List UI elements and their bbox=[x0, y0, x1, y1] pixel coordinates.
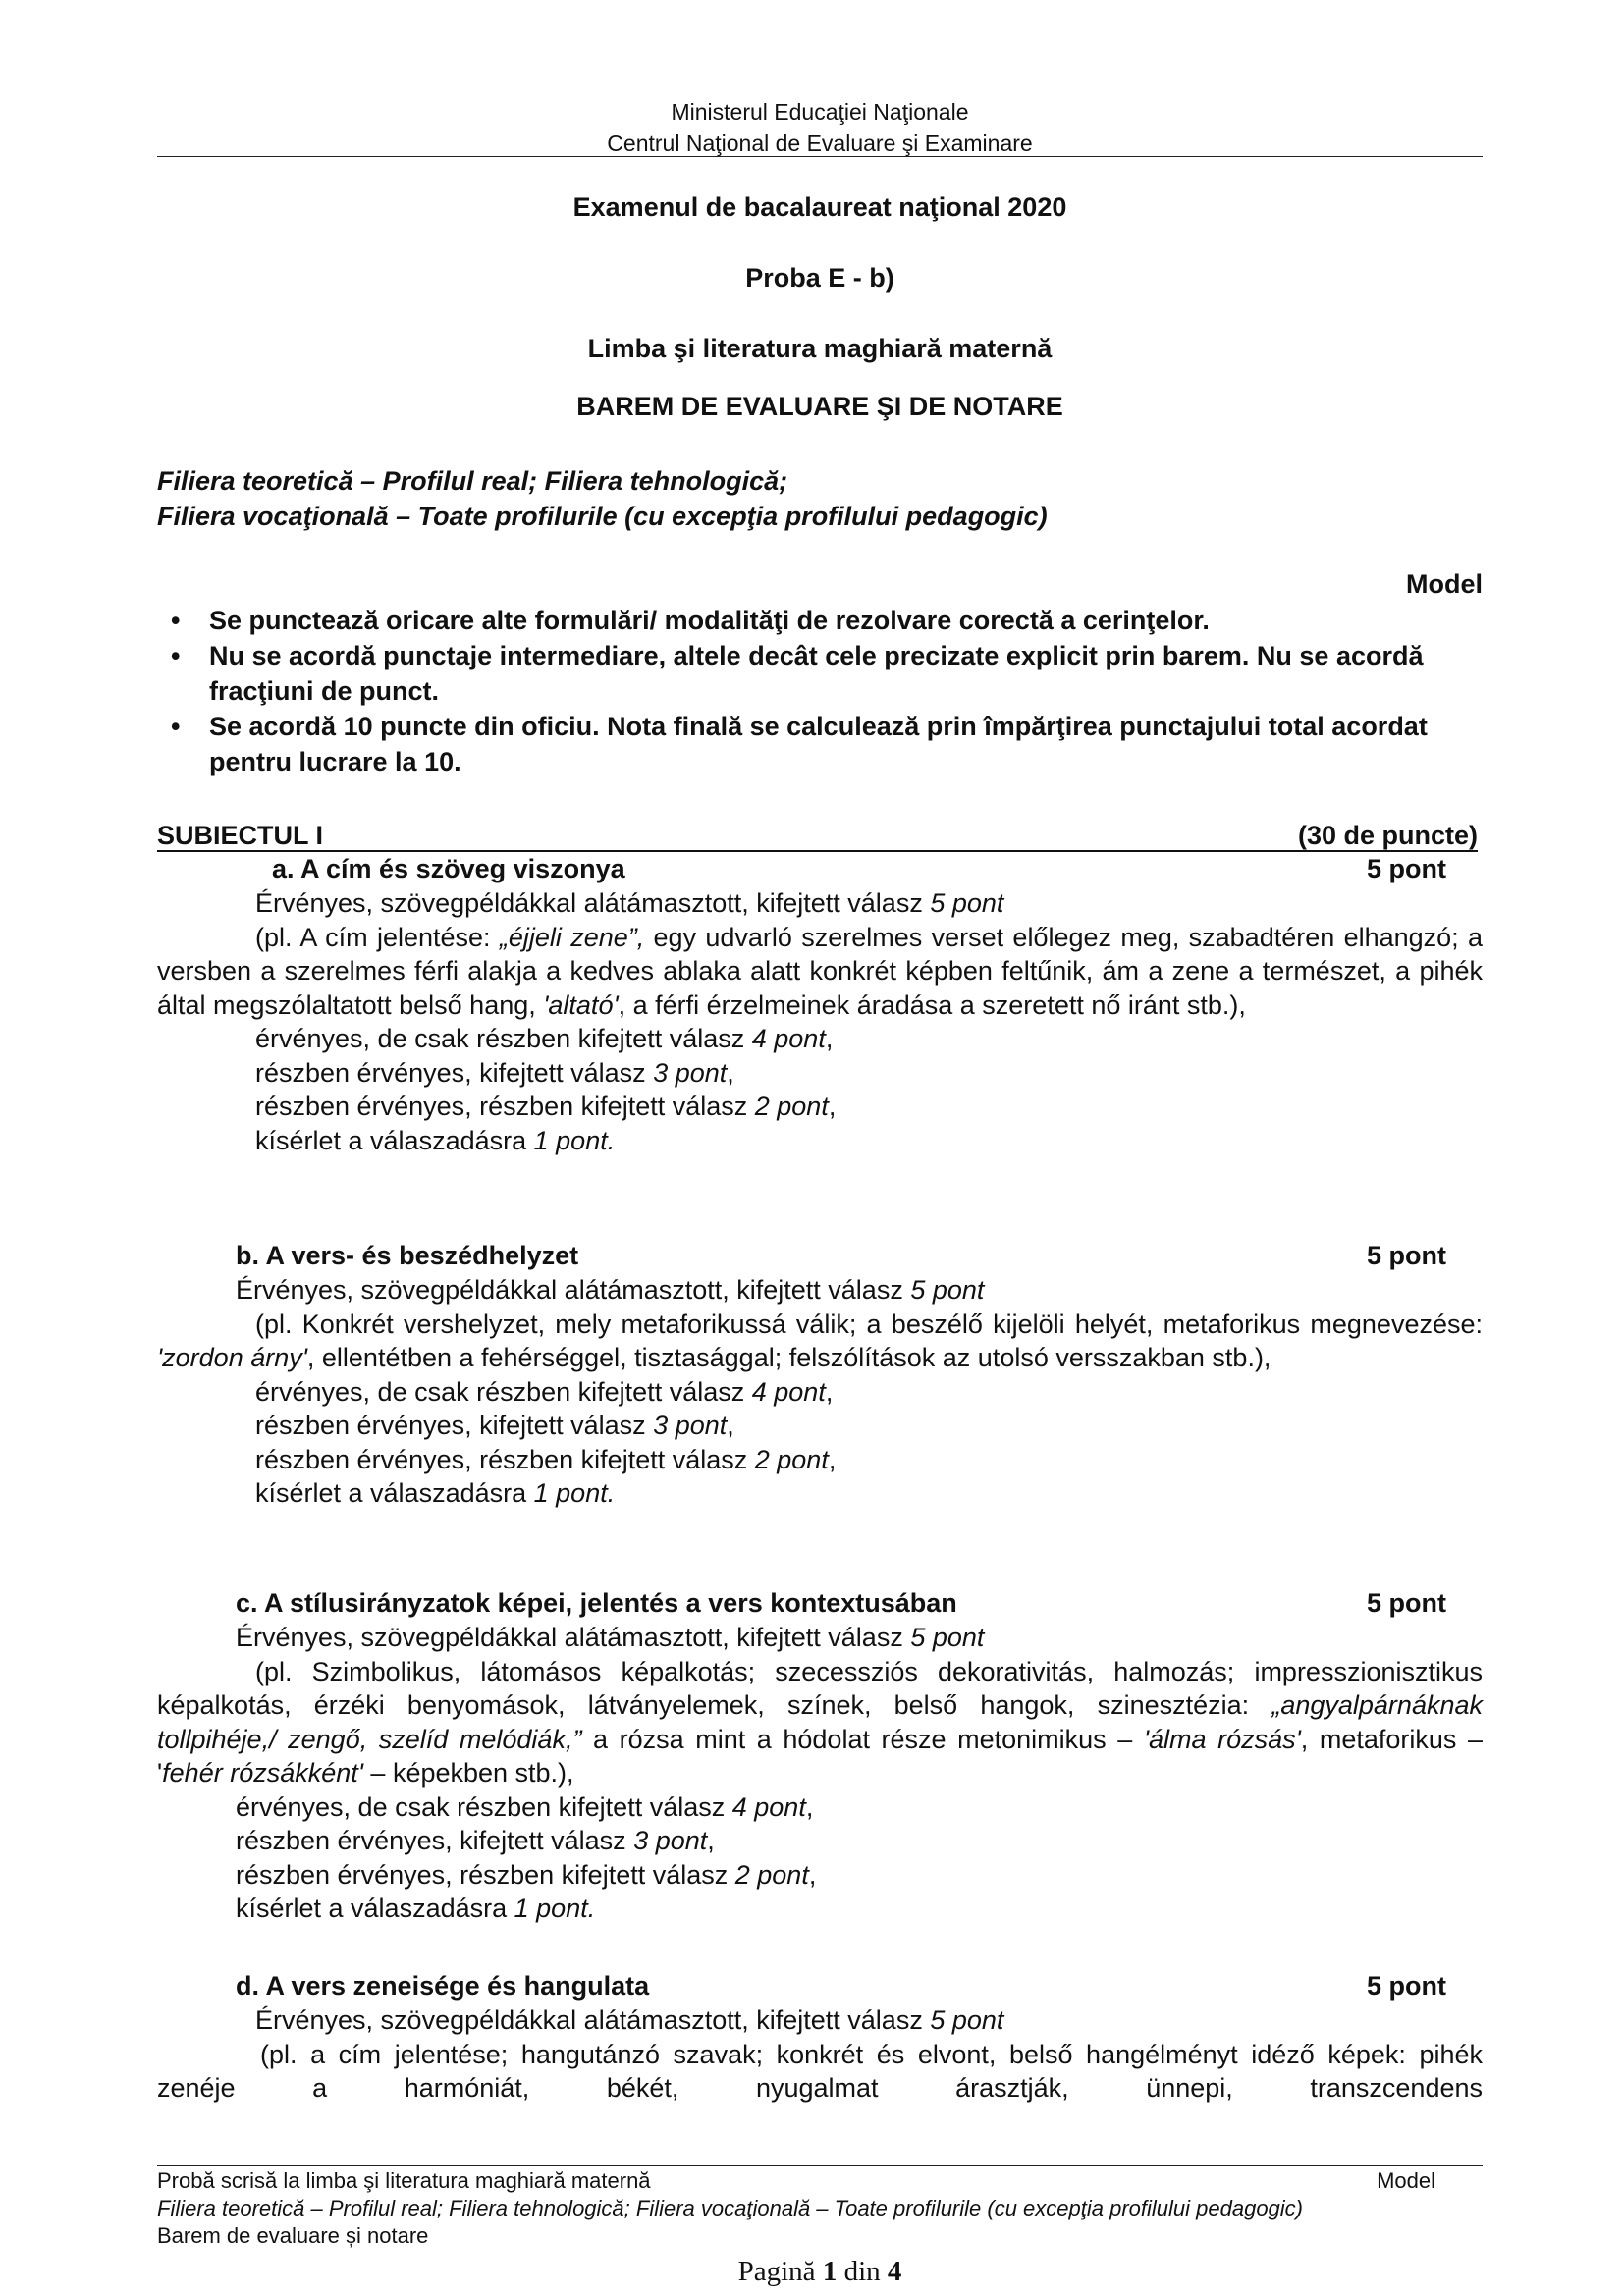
valid-answer-line: Érvényes, szövegpéldákkal alátámasztott, kifejtett válasz 5 pont bbox=[255, 2005, 1004, 2035]
page-footer bbox=[157, 2167, 1483, 2250]
grade-4: érvényes, de csak részben kifejtett válasz 4 pont, bbox=[236, 1791, 814, 1822]
ministry-name: Ministerul Educaţiei Naţionale bbox=[671, 99, 969, 125]
grade-4: érvényes, de csak részben kifejtett válasz 4 pont, bbox=[255, 1024, 834, 1053]
barem-title: BAREM DE EVALUARE ŞI DE NOTARE bbox=[576, 392, 1063, 421]
section-points: 5 pont bbox=[1367, 1971, 1446, 2001]
section-title-text: b. A vers- és beszédhelyzet bbox=[236, 1241, 579, 1270]
section-b-title bbox=[157, 1239, 1483, 1273]
grade-4: érvényes, de csak részben kifejtett válasz 4 pont, bbox=[255, 1376, 834, 1407]
grade-3: részben érvényes, kifejtett válasz 3 pont, bbox=[236, 1826, 715, 1855]
rule-text: Nu se acordă punctaje intermediare, altele decât cele precizate explicit prin barem. Nu se acordă fracţiuni de punct. bbox=[209, 641, 1424, 706]
section-c-title bbox=[157, 1586, 1483, 1621]
center-name: Centrul Naţional de Evaluare şi Examinare bbox=[607, 131, 1033, 156]
section-title-text: a. A cím és szöveg viszonya bbox=[272, 854, 625, 883]
subject-points: (30 de puncte) bbox=[1297, 821, 1478, 850]
grading-list bbox=[157, 1790, 1483, 1926]
footer-model-label: Model bbox=[1377, 2168, 1435, 2193]
footer-exam-name: Probă scrisă la limba şi literatura maghiară maternă bbox=[157, 2168, 651, 2193]
example-paragraph: (pl. a cím jelentése; hangutánzó szavak; konkrét és elvont, belső hangélményt idéző képek: pihék zenéje a harmóniát, békét, nyugalmat árasztják, ünnepi, transzcendens bbox=[157, 2039, 1483, 2103]
example-paragraph: (pl. Szimbolikus, látomásos képalkotás; szecessziós dekorativitás, halmozás; impresszionisztikus képalkotás, érzéki benyomások, látványelemek, színek, belső hangok, szinesztézia: „angyalpárnáknak tollpihéje,/ zengő, szelíd melódiák,” a rózsa mint a hódolat része metonimikus – 'álma rózsás', metaforikus – 'fehér rózsákként' – képekben stb.), bbox=[157, 1656, 1483, 1788]
grading-list bbox=[157, 1375, 1483, 1511]
document-page bbox=[157, 0, 1483, 2296]
grade-3: részben érvényes, kifejtett válasz 3 pont, bbox=[255, 1057, 734, 1088]
general-rules-list bbox=[157, 603, 1483, 779]
rule-text: Se punctează oricare alte formulări/ modalităţi de rezolvare corectă a cerinţelor. bbox=[209, 606, 1210, 635]
section-d-title bbox=[157, 1969, 1483, 2003]
rule-item bbox=[157, 709, 1483, 779]
rule-item bbox=[157, 638, 1483, 709]
footer-divider bbox=[157, 2165, 1483, 2166]
rule-item bbox=[157, 603, 1483, 638]
footer-row-1 bbox=[157, 2167, 1483, 2195]
bullet-icon: • bbox=[171, 606, 181, 635]
rule-text: Se acordă 10 puncte din oficiu. Nota finală se calculează prin împărţirea punctajului total acordat pentru lucrare la 10. bbox=[209, 712, 1428, 776]
exam-title: Examenul de bacalaureat naţional 2020 bbox=[572, 192, 1067, 222]
section-points: 5 pont bbox=[1367, 854, 1446, 883]
section-d bbox=[157, 1969, 1483, 2106]
section-a-title bbox=[157, 852, 1483, 886]
section-b bbox=[157, 1239, 1483, 1511]
grade-2: részben érvényes, részben kifejtett válasz 2 pont, bbox=[255, 1444, 837, 1474]
section-points: 5 pont bbox=[1367, 1241, 1446, 1270]
section-a bbox=[157, 852, 1483, 1157]
valid-answer-line: Érvényes, szövegpéldákkal alátámasztott, kifejtett válasz 5 pont bbox=[255, 888, 1004, 918]
model-label: Model bbox=[1406, 569, 1483, 599]
filiera-block bbox=[157, 463, 1048, 534]
valid-answer-line: Érvényes, szövegpéldákkal alátámasztott, kifejtett válasz 5 pont bbox=[236, 1275, 985, 1305]
section-title-text: d. A vers zeneisége és hangulata bbox=[236, 1971, 650, 2001]
bullet-icon: • bbox=[171, 641, 181, 670]
grade-1: kísérlet a válaszadásra 1 pont. bbox=[236, 1894, 596, 1923]
section-title-text: c. A stílusirányzatok képei, jelentés a vers kontextusában bbox=[236, 1588, 957, 1618]
section-c bbox=[157, 1586, 1483, 1926]
example-paragraph: (pl. Konkrét vershelyzet, mely metaforikussá válik; a beszélő kijelöli helyét, metaforikus megnevezése: 'zordon árny', ellentétben a fehérséggel, tisztasággal; felszólítások az utolsó versszakban stb.), bbox=[157, 1308, 1483, 1372]
grade-2: részben érvényes, részben kifejtett válasz 2 pont, bbox=[255, 1092, 837, 1121]
subject-title: Limba şi literatura maghiară maternă bbox=[587, 334, 1053, 363]
grade-3: részben érvényes, kifejtett válasz 3 pont, bbox=[255, 1411, 734, 1440]
filiera-line-2: Filiera vocaţională – Toate profilurile (cu excepţia profilului pedagogic) bbox=[157, 502, 1048, 531]
grading-list bbox=[157, 1022, 1483, 1157]
page-header bbox=[157, 96, 1483, 159]
grade-2: részben érvényes, részben kifejtett válasz 2 pont, bbox=[236, 1859, 817, 1890]
section-points: 5 pont bbox=[1367, 1588, 1446, 1618]
proba-title: Proba E - b) bbox=[745, 263, 894, 293]
page-number: Pagină 1 din 4 bbox=[737, 2256, 902, 2287]
footer-filiera: Filiera teoretică – Profilul real; Filiera tehnologică; Filiera vocaţională – Toate profilurile (cu excepţia profilului pedagogic) bbox=[157, 2196, 1304, 2220]
footer-barem: Barem de evaluare și notare bbox=[157, 2223, 429, 2248]
header-divider bbox=[157, 156, 1483, 157]
subject-heading bbox=[157, 819, 1478, 852]
filiera-line-1: Filiera teoretică – Profilul real; Filiera tehnologică; bbox=[157, 466, 788, 496]
grade-1: kísérlet a válaszadásra 1 pont. bbox=[255, 1478, 616, 1508]
subject-title-label: SUBIECTUL I bbox=[157, 821, 324, 850]
example-paragraph: (pl. A cím jelentése: „éjjeli zene”, egy udvarló szerelmes verset előlegez meg, szabadtéren elhangzó; a versben a szerelmes férfi alakja a kedves ablaka alatt konkrét képben feltűnik, ám a zene a természet, a pihék által megszólaltatott belső hang, 'altató', a férfi érzelmeinek áradása a szeretett nő iránt stb.), bbox=[157, 922, 1483, 1020]
total-pages: 4 bbox=[887, 2256, 902, 2287]
current-page: 1 bbox=[822, 2256, 838, 2287]
grade-1: kísérlet a válaszadásra 1 pont. bbox=[255, 1125, 616, 1155]
valid-answer-line: Érvényes, szövegpéldákkal alátámasztott, kifejtett válasz 5 pont bbox=[236, 1623, 985, 1652]
bullet-icon: • bbox=[171, 712, 181, 741]
